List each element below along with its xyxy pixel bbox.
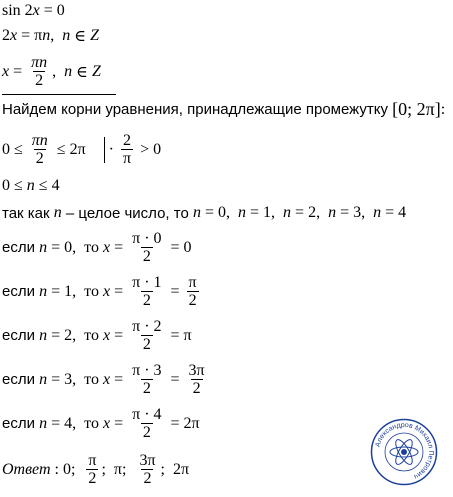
vertical-bar	[104, 137, 105, 163]
fraction: $\frac{\pi \cdot 3}{2}$	[132, 362, 162, 397]
fraction: $\frac{3\pi}{2}$	[139, 452, 156, 487]
fraction: $\frac{\pi}{2}$	[88, 452, 97, 487]
fraction: $\frac{3\pi}{2}$	[188, 362, 205, 397]
fraction: $\frac{\pi \cdot 1}{2}$	[132, 274, 162, 309]
heading-line: Найдем корни уравнения, принадлежащие промежутку [0; 2π] :	[2, 99, 446, 119]
range-line: 0 ≤ n ≤ 4	[2, 177, 60, 194]
case-line: если n = 0, то x = $\frac{\pi \cdot 0}{2}$ = 0	[2, 230, 192, 265]
fraction: $\frac{\pi n}{2}$	[31, 54, 48, 89]
inequality-line: 0 ≤ $\frac{\pi n}{2}$ ≤ 2π · $\frac{2}{\pi}$ > 0	[2, 132, 162, 167]
equation-line-3: x = $\frac{\pi n}{2}$ , n ∈ Z	[2, 54, 101, 89]
underline-rule	[2, 94, 116, 95]
fraction: $\frac{\pi \cdot 4}{2}$	[132, 406, 162, 441]
atom-icon	[390, 437, 418, 466]
fraction: $\frac{\pi \cdot 2}{2}$	[132, 318, 162, 353]
fraction: $\frac{\pi \cdot 0}{2}$	[132, 230, 162, 265]
case-line: если n = 3, то x = $\frac{\pi \cdot 3}{2}$ = $\frac{3\pi}{2}$	[2, 362, 205, 397]
fraction: $\frac{\pi n}{2}$	[31, 132, 48, 167]
fraction: $\frac{2}{\pi}$	[122, 132, 132, 167]
stamp-text: Александров Михаил Петрович	[374, 421, 435, 480]
fraction: $\frac{\pi}{2}$	[188, 274, 197, 309]
case-line: если n = 1, то x = $\frac{\pi \cdot 1}{2}$ = $\frac{\pi}{2}$	[2, 274, 197, 309]
answer-line: Ответ : 0; $\frac{\pi}{2}$ ; π; $\frac{3\pi}{2}$ ; 2π	[2, 452, 190, 487]
case-line: если n = 4, то x = $\frac{\pi \cdot 4}{2}$ = 2π	[2, 406, 200, 441]
author-stamp	[370, 418, 438, 486]
case-line: если n = 2, то x = $\frac{\pi \cdot 2}{2}$ = π	[2, 318, 192, 353]
equation-line-1: sin 2 x = 0	[2, 2, 65, 19]
integer-values-line: так как n – целое число, то n = 0, n = 1, n = 2, n = 3, n = 4	[2, 204, 407, 222]
equation-line-2: 2 x = π n , n ∈ Z	[2, 27, 99, 45]
